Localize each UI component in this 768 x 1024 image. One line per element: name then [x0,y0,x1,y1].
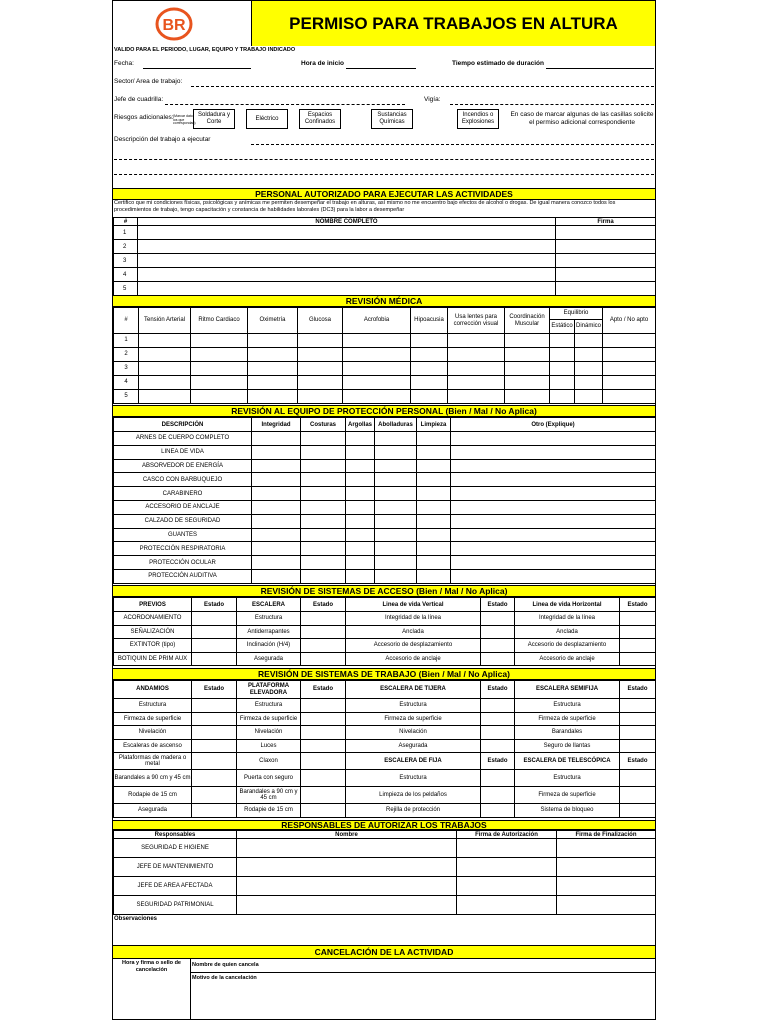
table-row: CASCO CON BARBUQUEJO [114,473,656,487]
medica-col-apto: Apto / No apto [603,308,656,334]
epp-col-argollas: Argollas [346,418,375,432]
table-row: EXTINTOR (tipo) Inclinación (H/4) Accesorio de desplazamiento Accesorio de desplazamiento [114,639,656,653]
personal-table [113,217,656,296]
cancelacion-hora-cell[interactable] [113,959,191,1019]
acceso-col-estado-3: Estado [481,598,515,612]
form-header [113,1,655,46]
medica-col-tension: Tensión Arterial [139,308,191,334]
descripcion-line-3[interactable] [114,174,654,175]
personal-col-firma: Firma [556,218,656,226]
table-row: CARABINERO [114,487,656,501]
acceso-col-estado-2: Estado [301,598,346,612]
table-row: Firmeza de superficie Firmeza de superficie Firmeza de superficie Firmeza de superficie [114,712,656,726]
table-row: PROTECCIÓN AUDITIVA [114,569,656,583]
jefe-label: Jefe de cuadrilla: [114,96,164,103]
resp-col-nombre: Nombre [237,831,457,839]
cancelacion-section-title: CANCELACIÓN DE LA ACTIVIDAD [113,945,655,959]
medica-col-oximetria: Oximetría [248,308,298,334]
acceso-section-title: REVISIÓN DE SISTEMAS DE ACCESO (Bien / Mal / No Aplica) [113,585,655,597]
medica-section-title: REVISIÓN MÉDICA [113,295,655,307]
table-row: Asegurada Rodapie de 15 cm Rejilla de protección Sistema de bloqueo [114,804,656,818]
cancelacion-motivo-label: Motivo de la cancelación [192,975,257,981]
medica-col-glucosa: Glucosa [298,308,343,334]
epp-col-otro: Otro (Explique) [451,418,656,432]
epp-col-integridad: Integridad [252,418,301,432]
risk-box-espacios[interactable]: Espacios Confinados [299,109,341,129]
table-row: 5 [114,390,656,404]
trabajo-col-tijera: ESCALERA DE TIJERA [346,681,481,699]
table-row: 1 [114,334,656,348]
table-row: CALZADO DE SEGURIDAD [114,514,656,528]
table-row: Plataformas de madera o metal Claxon ESCALERA DE FIJA Estado ESCALERA DE TELESCÓPICA Estado [114,753,656,770]
table-row: PROTECCIÓN OCULAR [114,556,656,570]
table-row: ACCESORIO DE ANCLAJE [114,500,656,514]
trabajo-section-title: REVISIÓN DE SISTEMAS DE TRABAJO (Bien / Mal / No Aplica) [113,668,655,680]
table-row: JEFE DE AREA AFECTADA [114,877,656,896]
resp-col-responsables: Responsables [114,831,237,839]
page-title: PERMISO PARA TRABAJOS EN ALTURA [252,1,655,46]
table-row: 5 [114,282,656,296]
table-row: SEGURIDAD E HIGIENE [114,839,656,858]
epp-col-descripcion: DESCRIPCIÓN [114,418,252,432]
table-row: SEÑALIZACIÓN Antiderrapantes Anclada Anclada [114,625,656,639]
table-row: 1 [114,226,656,240]
trabajo-col-estado-4: Estado [620,681,656,699]
trabajo-col-estado-2: Estado [301,681,346,699]
table-row: SEGURIDAD PATRIMONIAL [114,896,656,915]
trabajo-col-telescopica: ESCALERA DE TELESCÓPICA [515,753,620,770]
medica-table [113,307,656,404]
risk-box-sustancias[interactable]: Sustancias Químicas [371,109,413,129]
table-row: BOTIQUIN DE PRIM AUX Asegurada Accesorio de anclaje Accesorio de anclaje [114,652,656,666]
medica-col-ritmo: Ritmo Cardiaco [191,308,248,334]
table-row: ARNES DE CUERPO COMPLETO [114,432,656,446]
personal-col-num: # [114,218,138,226]
acceso-table [113,597,656,666]
cancelacion-nombre-cell[interactable] [191,959,655,973]
table-row: 2 [114,348,656,362]
vigia-label: Vigía: [424,96,441,103]
table-row: 3 [114,254,656,268]
trabajo-table [113,680,656,818]
acceso-col-escalera: ESCALERA [237,598,301,612]
risk-box-electrico[interactable]: Eléctrico [246,109,288,129]
epp-col-limpieza: Limpieza [417,418,451,432]
descripcion-line-2[interactable] [114,159,654,160]
medica-col-coordinacion: Coordinación Muscular [505,308,550,334]
epp-section-title: REVISIÓN AL EQUIPO DE PROTECCIÓN PERSONAL (Bien / Mal / No Aplica) [113,405,655,417]
table-row: ABSORVEDOR DE ENERGÍA [114,459,656,473]
trabajo-col-estado-1: Estado [192,681,237,699]
sector-label: Sector/ Area de trabajo: [114,78,183,85]
acceso-col-estado-1: Estado [192,598,237,612]
hora-inicio-label: Hora de inicio [301,60,344,67]
certifico-text: Certifico que mi condiciones físicas, psicológicas y anímicas me permiten desempeñar el trabajo en alturas, así mismo no me encuentro bajo efectos de alcohol o drogas. De igual manera conozco todos los procedimientos de trabajo, tengo capacitación y constancia de habilidades laborales (DC3) para la labor a desempeñar [114,200,616,214]
epp-col-abolladuras: Abolladuras [375,418,417,432]
medica-col-acrofobia: Acrofobia [343,308,411,334]
medica-col-hipoacusia: Hipoacusia [411,308,448,334]
table-row: 4 [114,376,656,390]
acceso-col-previos: PREVIOS [114,598,192,612]
medica-col-dinamico: Dinámico [575,320,603,334]
table-row: LINEA DE VIDA [114,445,656,459]
cancelacion-motivo-cell[interactable] [191,973,655,1019]
table-row: JEFE DE MANTENIMIENTO [114,858,656,877]
table-row: PROTECCIÓN RESPIRATORIA [114,542,656,556]
table-row: Rodapie de 15 cm Barandales a 90 cm y 45 cm Limpieza de los peldaños Firmeza de superficie [114,787,656,804]
logo-text: BR [162,17,186,34]
permit-form [112,0,656,1020]
table-row: Barandales a 90 cm y 45 cm Puerta con seguro Estructura Estructura [114,770,656,787]
table-row: ACORDONAMIENTO Estructura Integridad de la línea Integridad de la línea [114,612,656,626]
responsables-table [113,830,656,915]
medica-col-equilibrio: Equilibrio [550,308,603,320]
medica-col-estatico: Estático [550,320,575,334]
epp-table [113,417,656,584]
trabajo-col-estado-6: Estado [620,753,656,770]
observaciones-label: Observaciones [114,916,158,922]
observaciones-field[interactable] [113,923,655,945]
table-row: 2 [114,240,656,254]
hora-inicio-field[interactable] [346,68,416,69]
jefe-field[interactable] [165,104,405,105]
cancelacion-nombre-label: Nombre de quien cancela [192,962,259,968]
vigia-field[interactable] [450,104,654,105]
table-row: Nivelación Nivelación Nivelación Barandales [114,726,656,740]
tiempo-field[interactable] [546,68,654,69]
table-row: Escaleras de ascenso Luces Asegurada Seguro de llantas [114,739,656,753]
responsables-section-title: RESPONSABLES DE AUTORIZAR LOS TRABAJOS [113,820,655,830]
sector-field[interactable] [191,86,654,87]
acceso-col-estado-4: Estado [620,598,656,612]
resp-col-finalizacion: Firma de Finalización [557,831,656,839]
acceso-col-vertical: Linea de vida Vertical [346,598,481,612]
descripcion-line-1[interactable] [251,144,654,145]
personal-section-title: PERSONAL AUTORIZADO PARA EJECUTAR LAS ACTIVIDADES [113,188,655,200]
riesgos-note: (Marcar dato los que correspondan) [173,114,196,125]
risk-note: En caso de marcar algunas de las casillas solicite el permiso adicional correspondiente [510,111,654,126]
descripcion-label: Descripción del trabajo a ejecutar [114,136,211,143]
table-row: Estructura Estructura Estructura Estructura [114,699,656,713]
medica-col-lentes: Usa lentes para corrección visual [448,308,505,334]
valid-note: VALIDO PARA EL PERIODO, LUGAR, EQUIPO Y TRABAJO INDICADO [114,47,296,53]
table-row: 4 [114,268,656,282]
resp-col-autorizacion: Firma de Autorización [457,831,557,839]
table-row: 3 [114,362,656,376]
medica-col-num: # [114,308,139,334]
cancelacion-hora-label: Hora y firma o sello de cancelación [122,960,181,973]
trabajo-col-andamios: ANDAMIOS [114,681,192,699]
riesgos-label: Riesgos adicionales: [114,114,174,121]
personal-col-nombre: NOMBRE COMPLETO [138,218,556,226]
fecha-label: Fecha: [114,60,134,67]
trabajo-col-estado-5: Estado [481,753,515,770]
trabajo-col-estado-3: Estado [481,681,515,699]
trabajo-col-fija: ESCALERA DE FIJA [346,753,481,770]
company-logo-icon [149,7,199,41]
risk-box-incendios[interactable]: Incendios o Explosiones [457,109,499,129]
tiempo-label: Tiempo estimado de duración [452,60,544,67]
trabajo-col-plataforma: PLATAFORMA ELEVADORA [237,681,301,699]
epp-col-costuras: Costuras [301,418,346,432]
risk-box-soldadura[interactable]: Soldadura y Corte [193,109,235,129]
acceso-col-horizontal: Linea de vida Horizontal [515,598,620,612]
fecha-field[interactable] [143,68,251,69]
trabajo-col-semifija: ESCALERA SEMIFIJA [515,681,620,699]
table-row: GUANTES [114,528,656,542]
logo-cell [113,1,252,46]
